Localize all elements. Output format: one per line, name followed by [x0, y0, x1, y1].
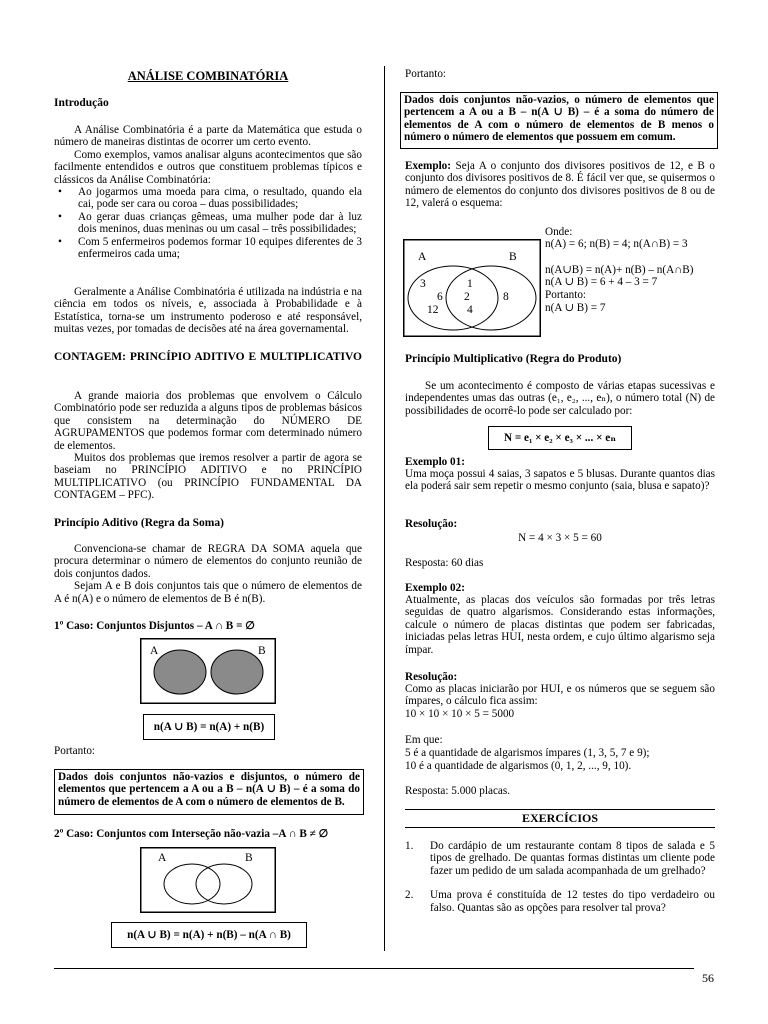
set-b-shape	[446, 266, 536, 330]
em-que-line-2: 10 é a quantidade de algarismos (0, 1, 2, ..., 9, 10).	[405, 760, 632, 772]
example2-answer: Resposta: 5.000 placas.	[405, 785, 511, 797]
onde-line-4: Portanto:	[545, 289, 587, 301]
example2-text: Atualmente, as placas dos veículos são formadas por três letras seguidas de quatro algarismos. Considerando estas informações, calcule o número de placas distintas que podem ser fabricadas, iniciadas pelas letras HUI, nesta ordem, e cujo último algarismo seja ímpar.	[405, 594, 715, 656]
page-title: ANÁLISE COMBINATÓRIA	[127, 69, 289, 83]
example1-resolution-label: Resolução:	[405, 518, 458, 530]
list-item	[405, 840, 715, 877]
example1-answer: Resposta: 60 dias	[405, 557, 484, 569]
set-b-label: B	[245, 852, 253, 864]
example-text: Seja A o conjunto dos divisores positivos de 12, e B o conjunto dos divisores positivos de 8. É fácil ver que, se quisermos o número de elementos do conjunto dos divisores positivos de 8 ou de 12, valerá o esquema:	[405, 160, 716, 210]
element-both: 1	[467, 278, 473, 290]
onde-line-5: n(A ∪ B) = 7	[545, 302, 606, 314]
case1-heading: 1º Caso: Conjuntos Disjuntos – A ∩ B = ∅	[54, 620, 255, 632]
element-a-only: 12	[427, 304, 439, 316]
set-a-label: A	[418, 251, 427, 263]
intersection-conclusion-text: Dados dois conjuntos não-vazios, o número de elementos que pertencem a A ou a B – n(A ∪ B) – é a soma do número de elementos de A com o número de elementos de B menos o número o número de elementos que possuem em comum.	[404, 94, 714, 144]
mult-paragraph: Se um acontecimento é composto de várias etapas sucessivas e independentes umas das outras (e₁, e₂, ..., eₙ), o número total (N) de possibilidades de ocorrê-lo pode ser calculado por:	[405, 380, 715, 417]
example1-heading: Exemplo 01:	[405, 456, 465, 468]
list-item: • Com 5 enfermeiros podemos formar 10 equipes diferentes de 3 enfermeiros cada uma;	[54, 236, 362, 261]
page-number: 56	[702, 971, 714, 985]
exercise-text: Do cardápio de um restaurante contam 8 tipos de salada e 5 tipos de grelhado. De quantas formas distintas um cliente pode fazer um pedido de um salada acompanhada de um grelhado?	[430, 840, 715, 877]
column-divider	[384, 66, 385, 951]
aditivo-block	[54, 543, 362, 605]
intersecting-venn-diagram	[140, 847, 276, 913]
example2-heading: Exemplo 02:	[405, 582, 465, 594]
footer-rule	[54, 968, 694, 969]
set-b-shape	[211, 650, 263, 694]
example1-text: Uma moça possui 4 saias, 3 sapatos e 5 blusas. Durante quantos dias ela poderá sair sem repetir o mesmo conjunto (saia, blusa e sapato)?	[405, 468, 715, 493]
intro-paragraph-3: Geralmente a Análise Combinatória é utilizada na indústria e na ciência em todos os níveis, e, associada à Probabilidade e à Estatística, torna-se um instrumento poderoso e até responsável, muitas vezes, por tomadas de decisões até na área governamental.	[54, 286, 362, 336]
onde-line-1: n(A) = 6; n(B) = 4; n(A∩B) = 3	[545, 238, 688, 250]
element-both: 4	[467, 304, 473, 316]
example1-calc	[405, 532, 715, 544]
intersection-conclusion-box	[400, 92, 718, 149]
example2-block	[405, 594, 715, 656]
case2-heading: 2º Caso: Conjuntos com Interseção não-vazia –A ∩ B ≠ ∅	[54, 828, 329, 840]
divisors-venn-diagram	[403, 239, 541, 337]
intro-block	[54, 124, 362, 260]
example-block	[405, 160, 715, 210]
example-label: Exemplo:	[405, 160, 451, 172]
exercises-top-rule	[405, 809, 715, 810]
element-a-only: 6	[437, 291, 443, 303]
intro-paragraph-1: A Análise Combinatória é a parte da Matemática que estuda o número de maneiras distintas de ocorrer um certo evento.	[54, 124, 362, 149]
portanto-left: Portanto:	[54, 745, 96, 757]
case1-conclusion-box	[54, 769, 364, 815]
onde-line-3: n(A ∪ B) = 6 + 4 – 3 = 7	[545, 276, 658, 288]
set-a-shape	[408, 266, 498, 330]
intro-paragraph-2: Como exemplos, vamos analisar alguns acontecimentos que são facilmente entendidos e outros que constituem problemas típicos e clássicos da Análise Combinatória:	[54, 148, 362, 186]
contagem-heading: CONTAGEM: PRINCÍPIO ADITIVO E MULTIPLICATIVO	[54, 351, 362, 363]
intro-bullets	[54, 186, 362, 260]
example1-calc-text: N = 4 × 3 × 5 = 60	[518, 532, 602, 544]
mult-block	[405, 380, 715, 417]
intro-paragraph-3-block	[54, 286, 362, 336]
em-que-line-1: 5 é a quantidade de algarismos ímpares (1, 3, 5, 7 e 9);	[405, 747, 650, 759]
set-a-label: A	[150, 645, 159, 657]
aditivo-paragraph-1: Convenciona-se chamar de REGRA DA SOMA aquela que procura determinar o número de elementos do conjunto reunião de dois conjuntos dados.	[54, 543, 362, 580]
contagem-paragraph-1: A grande maioria dos problemas que envolvem o Cálculo Combinatório pode ser reduzida a alguns tipos de problemas básicos que consistem na determinação do NÚMERO DE AGRUPAMENTOS que podemos formar com determinado número de elementos.	[54, 390, 362, 452]
exercises-bottom-rule	[405, 827, 715, 828]
case2-formula: n(A ∪ B) = n(A) + n(B) – n(A ∩ B)	[111, 922, 307, 948]
contagem-block	[54, 390, 362, 502]
case1-conclusion-text: Dados dois conjuntos não-vazios e disjuntos, o número de elementos que pertencem a A ou a B – n(A ∪ B) – é a soma do número de elementos de A com o número de elementos de B.	[58, 771, 360, 808]
onde-line-2: n(A∪B) = n(A)+ n(B) – n(A∩B)	[545, 264, 694, 276]
aditivo-heading: Princípio Aditivo (Regra da Soma)	[54, 517, 224, 529]
contagem-paragraph-2: Muitos dos problemas que iremos resolver a partir de agora se baseiam no PRINCÍPIO ADITIVO e no PRINCÍPIO MULTIPLICATIVO (ou PRINCÍPIO FUNDAMENTAL DA CONTAGEM – PFC).	[54, 452, 362, 502]
example2-resolution-label: Resolução:	[405, 671, 458, 683]
portanto-right: Portanto:	[405, 68, 447, 80]
element-b-only: 8	[503, 291, 509, 303]
set-b-shape	[196, 864, 252, 904]
element-a-only: 3	[420, 278, 426, 290]
mult-formula: N = e₁ × e₂ × e₃ × ... × eₙ	[488, 426, 632, 450]
intro-heading: Introdução	[54, 97, 109, 109]
aditivo-paragraph-2: Sejam A e B dois conjuntos tais que o número de elementos de A é n(A) e o número de elementos de B é n(B).	[54, 580, 362, 605]
em-que-label: Em que:	[405, 734, 443, 746]
case1-formula: n(A ∪ B) = n(A) + n(B)	[143, 714, 275, 740]
list-item	[405, 889, 715, 914]
exercise-text: Uma prova é constituída de 12 testes do tipo verdadeiro ou falso. Quantas são as opções para resolver tal prova?	[430, 889, 715, 914]
set-b-label: B	[509, 251, 517, 263]
disjoint-venn-diagram	[140, 638, 276, 704]
example2-resolution-text: Como as placas iniciarão por HUI, e os números que se seguem são ímpares, o cálculo fica assim:	[405, 683, 715, 708]
exercises-heading: EXERCÍCIOS	[521, 811, 599, 825]
example2-resolution-block	[405, 683, 715, 720]
set-a-label: A	[158, 852, 167, 864]
set-b-label: B	[258, 645, 266, 657]
exercise-number: 1.	[405, 840, 414, 852]
list-item: • Ao jogarmos uma moeda para cima, o resultado, quando ela cai, pode ser cara ou coroa – duas possibilidades;	[54, 186, 362, 211]
list-item: • Ao gerar duas crianças gêmeas, uma mulher pode dar à luz dois meninos, duas meninas ou um casal – três possibilidades;	[54, 211, 362, 236]
example-paragraph	[405, 160, 715, 210]
set-a-shape	[164, 864, 220, 904]
onde-label: Onde:	[545, 226, 573, 238]
mult-heading: Princípio Multiplicativo (Regra do Produto)	[405, 353, 622, 365]
example1-block	[405, 468, 715, 493]
element-both: 2	[464, 291, 470, 303]
set-a-shape	[154, 650, 206, 694]
example2-calc: 10 × 10 × 10 × 5 = 5000	[405, 707, 515, 720]
exercises-list	[405, 840, 715, 914]
exercise-number: 2.	[405, 889, 414, 902]
